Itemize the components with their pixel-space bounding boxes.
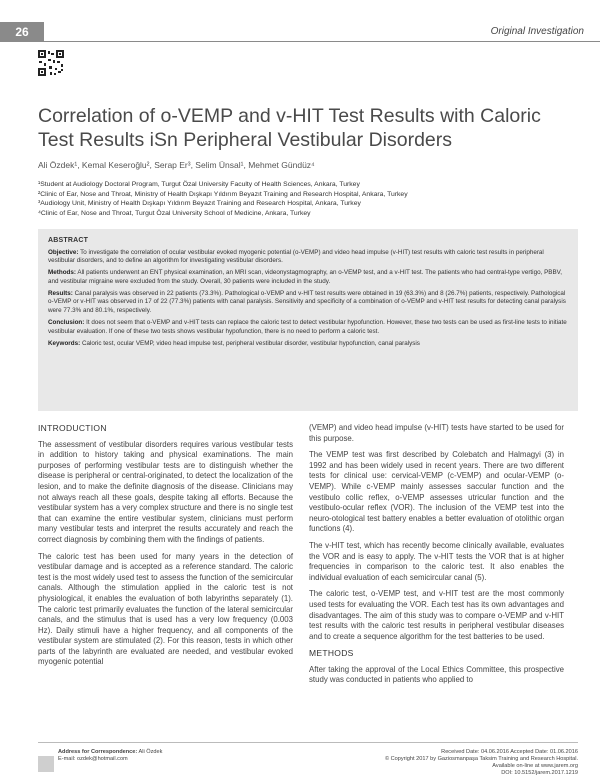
abstract-keywords — [48, 340, 568, 349]
results-text: Canal paralysis was observed in 22 patients (73.3%). Pathological o-VEMP and v-HIT test results were obtained in 19 (63.3%) and 8 (26.7%) patients, respectively. Pathological o-VEMP or v-HIT was observed in 17 of 22 (77.3%) patients with canal paralysis. Sensitivity and specificity of a combination of o-VEMP and v-HIT test results for detecting canal paralysis were 77.3% and 80.1%, respectively. — [48, 289, 566, 314]
article-title: Correlation of o-VEMP and v-HIT Test Results with Caloric Test Results iSn Peripheral Vestibular Disorders — [38, 105, 541, 151]
doi-text[interactable]: DOI: 10.5152/jarem.2017.1219 — [501, 770, 578, 776]
footer-rule — [38, 742, 578, 743]
affiliation-4: ⁴Clinic of Ear, Nose and Throat, Turgut Özal University School of Medicine, Ankara, Turkey — [38, 209, 311, 217]
qr-code-icon — [38, 50, 64, 76]
right-column — [309, 423, 564, 692]
abstract-heading: ABSTRACT — [48, 237, 89, 244]
conclusion-label: Conclusion: — [48, 318, 85, 326]
section-label: Original Investigation — [490, 26, 584, 37]
page-footer — [0, 742, 600, 782]
keywords-label: Keywords: — [48, 339, 81, 347]
intro-paragraph-6: The caloric test, o-VEMP test, and v-HIT test are the most commonly used tests for evaluating the VOR. Each test has its own advantages and disadvantages. The aim of this study was to compare o-VEMP and v-HIT test results with the caloric test results in peripheral vestibular diseases and to create a sequence algorithm for the test batteries to be used. — [309, 589, 564, 641]
affiliation-1: ¹Student at Audiology Doctoral Program, Turgut Özal University Faculty of Health Sciences, Ankara, Turkey — [38, 181, 360, 188]
affiliation-3: ³Audiology Unit, Ministry of Health Dışkapı Yıldırım Beyazıt Training and Research Hospital, Ankara, Turkey — [38, 200, 361, 208]
online-url[interactable]: Available on-line at www.jarem.org — [492, 763, 578, 769]
methods-heading: METHODS — [309, 648, 354, 659]
author-list: Ali Özdek¹, Kemal Keseroğlu², Serap Er³, Selim Ünsal¹, Mehmet Gündüz⁴ — [38, 160, 315, 170]
copyright-text: © Copyright 2017 by Gaziosmanpaşa Taksim Training and Research Hospital. — [384, 756, 578, 762]
intro-paragraph-5: The v-HIT test, which has recently become clinically available, evaluates the VOR and is easy to apply. The v-HIT tests the VOR that is at higher frequencies in comparison to the caloric test. It also enables the individual evaluation of each semicircular canal (5). — [309, 540, 564, 582]
abstract-conclusion — [48, 319, 568, 336]
introduction-heading: INTRODUCTION — [38, 423, 107, 433]
abstract-box — [38, 229, 578, 411]
correspondence-name: Ali Özdek — [138, 749, 163, 755]
methods-label: Methods: — [48, 269, 76, 277]
methods-text: All patients underwent an ENT physical examination, an MRI scan, videonystagmography, an o-VEMP test, and a v-HIT test. The patients who had central-type vertigo, PBBV, and vestibular migraine were excluded from the study. Overall, 30 patients were included in the study. — [48, 269, 563, 285]
left-column — [38, 423, 293, 674]
affiliations — [38, 180, 578, 218]
correspondence-icon — [38, 756, 54, 772]
affiliation-2: ²Clinic of Ear, Nose and Throat, Ministry of Health Dışkapı Yıldırım Beyazıt Training and Research Hospital, Ankara, Turkey — [38, 190, 408, 198]
correspondence-label: Address for Correspondence: — [58, 749, 138, 755]
received-dates: Received Date: 04.06.2016 Accepted Date: 01.06.2016 — [441, 749, 578, 755]
conclusion-text: It does not seem that o-VEMP and v-HIT tests can replace the caloric test to detect vestibular hypofunction. However, these two tests can be used as first-line tests to initiate vestibular evaluation. If one of these two tests shows vestibular hypofunction, there is no need to perform a caloric test. — [48, 318, 567, 335]
correspondence-block — [58, 749, 162, 763]
objective-label: Objective: — [48, 248, 79, 256]
methods-paragraph: After taking the approval of the Local Ethics Committee, this prospective study was conducted in patients who applied to — [309, 664, 564, 685]
abstract-objective — [48, 249, 568, 266]
page-header — [0, 0, 600, 46]
intro-paragraph-4: The VEMP test was first described by Colebatch and Halmagyi (3) in 1992 and has been widely used in recent years. There are two different tests for clinical use: cervical-VEMP (c-VEMP) and ocular-VEMP (o-VEMP). While c-VEMP mainly assesses saccular function and the vestibulo collic reflex, o-VEMP assesses utricular function and the vestibulo-ocular reflex (VOR). The inclusion of the VEMP test into the neuro-otological test battery enables a better evaluation of otolithic organ functions (4). — [309, 450, 564, 534]
publication-info — [385, 749, 578, 777]
results-label: Results: — [48, 289, 73, 297]
intro-paragraph-3: (VEMP) and video head impulse (v-HIT) tests have started to be used for this purpose. — [309, 423, 564, 443]
page-number: 26 — [0, 22, 44, 42]
keywords-text: Caloric test, ocular VEMP, video head impulse test, peripheral vestibular disorder, vestibular hypofunction, canal paralysis — [81, 339, 420, 347]
abstract-methods — [48, 269, 568, 286]
correspondence-email[interactable]: E-mail: ozdek@hotmail.com — [58, 756, 128, 762]
intro-paragraph-1: The assessment of vestibular disorders requires various vestibular tests in addition to history taking and physical examinations. The main purposes of performing vestibular tests are to distinguish whether the disease is peripheral or central-originated, to detect the localization of the lesion, and to make the definite diagnosis of the disease. Clinicians may not always reach all these goals, despite taking all efforts. Because the vestibular system has a very complex structure and there is no single test that can examine the entire vestibular system, clinicians must perform many vestibular tests and interpret the results accurately and reach the correct diagnosis by combining them with the findings of patients. — [38, 439, 293, 544]
objective-text: To investigate the correlation of ocular vestibular evoked myogenic potential (o-VEMP) and video head impulse (v-HIT) test results with caloric test results in peripheral vestibular disorders, and to define an algorithm for investigating vestibular disorders. — [48, 248, 544, 265]
intro-paragraph-2: The caloric test has been used for many years in the detection of vestibular damage and is accepted as a reference standard. The caloric test is the most widely used test to assess the function of the semicircular canals. Although the stimulation applied in the caloric test is not physiological, it enables the evaluation of both labyrinths separately (1). The caloric test primarily evaluates the function of the lateral semicircular canals, and the stimulus that is used has a very low frequency (0.003 Hz). Daily stimuli have a higher frequency, and all components of the vestibular system are stimulated (2). For this reason, tests in which other parts of the labyrinth are evaluated are needed, and vestibular evoked myogenic potential — [38, 551, 293, 667]
abstract-results — [48, 290, 568, 316]
header-rule — [44, 41, 600, 42]
correspondence-line — [58, 749, 162, 756]
